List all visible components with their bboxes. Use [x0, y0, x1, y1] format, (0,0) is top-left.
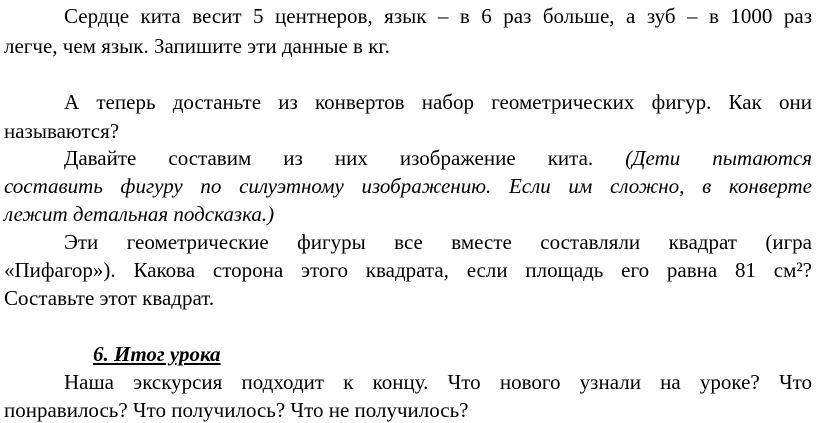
paragraph-4-line-2: «Пифагор»). Какова сторона этого квадрата, если площадь его равна 81 см²?: [4, 258, 812, 282]
paragraph-3-line-1-text: Давайте составим из них изображение кита.: [64, 146, 594, 170]
paragraph-1-line-1: Сердце кита весит 5 центнеров, язык – в 6 раз больше, а зуб – в 1000 раз: [64, 4, 812, 28]
paragraph-1-line-2: легче, чем язык. Запишите эти данные в кг.: [4, 34, 390, 58]
paragraph-4-line-3: Составьте этот квадрат.: [4, 286, 215, 310]
paragraph-5-line-1: Наша экскурсия подходит к концу. Что нового узнали на уроке? Что: [64, 370, 812, 394]
paragraph-3-line-3: лежит детальная подсказка.): [4, 202, 275, 226]
paragraph-3-line-1-italic: (Дети пытаются: [625, 146, 812, 170]
paragraph-4-line-1: Эти геометрические фигуры все вместе составляли квадрат (игра: [64, 230, 812, 254]
paragraph-2-line-2: называются?: [4, 119, 120, 143]
paragraph-3-line-1: [64, 146, 812, 171]
paragraph-3-line-2: составить фигуру по силуэтному изображению. Если им сложно, в конверте: [4, 174, 812, 198]
paragraph-5-line-2: понравилось? Что получилось? Что не получилось?: [4, 398, 469, 422]
paragraph-2-line-1: А теперь достаньте из конвертов набор геометрических фигур. Как они: [64, 90, 812, 114]
section-heading: 6. Итог урока: [93, 342, 221, 366]
